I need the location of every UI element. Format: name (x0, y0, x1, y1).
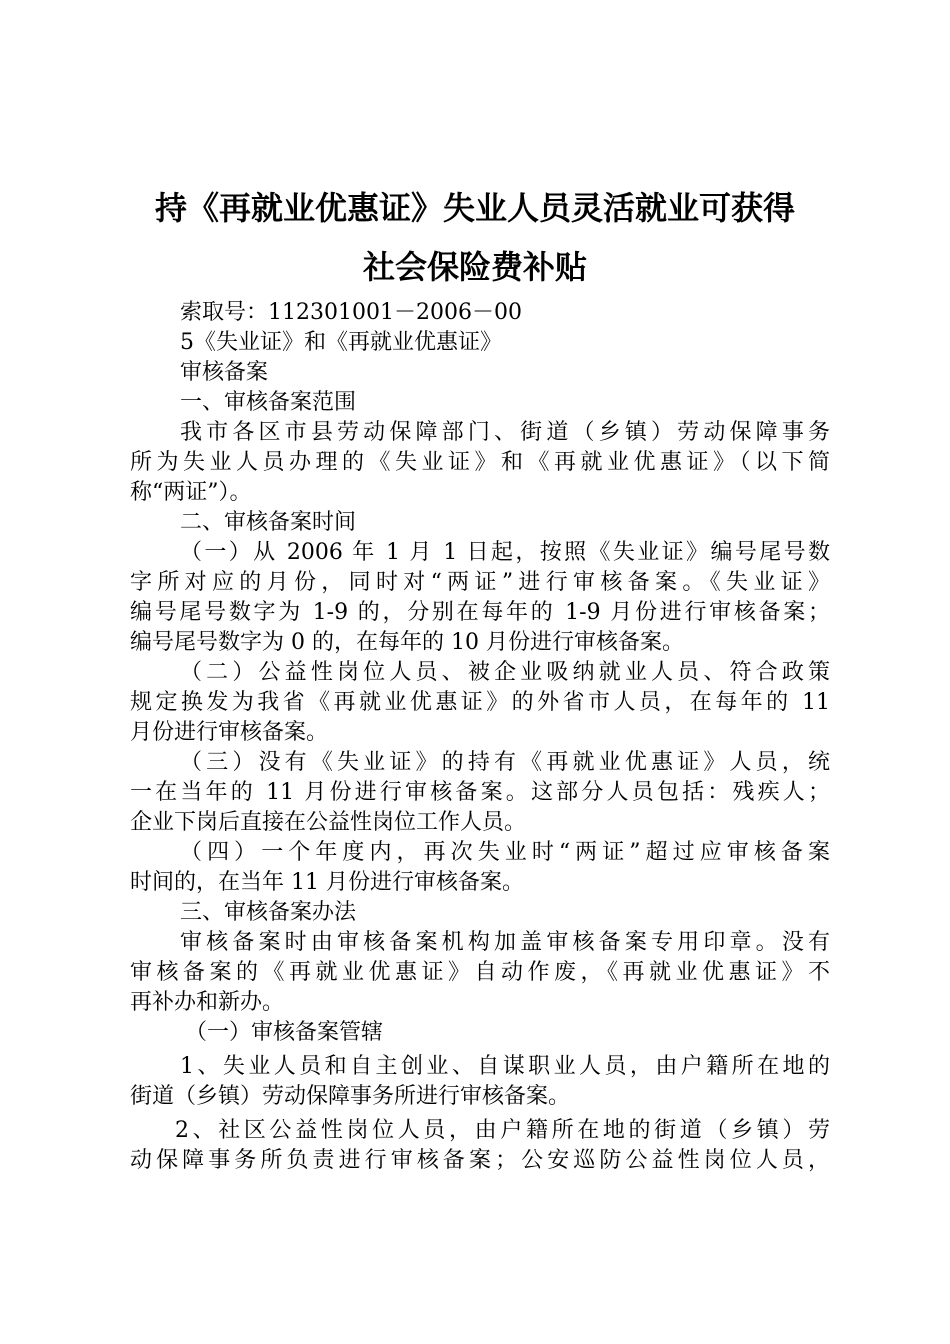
body-text-line: 一、审核备案范围 (180, 390, 357, 415)
body-text-line: 索取号：112301001－2006－00 (180, 300, 522, 325)
body-text-line: 审核备案时由审核备案机构加盖审核备案专用印章。没有 (180, 930, 830, 955)
body-text-line: 编号尾号数字为 0 的，在每年的 10 月份进行审核备案。 (130, 630, 684, 655)
body-text-line: 动保障事务所负责进行审核备案；公安巡防公益性岗位人员， (130, 1148, 830, 1173)
body-text-line: 5《失业证》和《再就业优惠证》 (180, 330, 502, 355)
body-text-line: 我市各区市县劳动保障部门、街道（乡镇）劳动保障事务 (180, 420, 830, 445)
body-text-line: 一在当年的 11 月份进行审核备案。这部分人员包括：残疾人； (130, 780, 830, 805)
body-text-line: 二、审核备案时间 (180, 510, 357, 535)
body-text-line: 规定换发为我省《再就业优惠证》的外省市人员，在每年的 11 (130, 690, 830, 715)
document-title-line-2: 社会保险费补贴 (362, 248, 587, 286)
body-text-line: （二）公益性岗位人员、被企业吸纳就业人员、符合政策 (180, 660, 830, 685)
body-text-line: 审核备案 (180, 360, 269, 385)
body-text-line: 字所对应的月份，同时对“两证”进行审核备案。《失业证》 (130, 570, 830, 595)
body-text-line: 三、审核备案办法 (180, 900, 357, 925)
body-text-line: 2、社区公益性岗位人员，由户籍所在地的街道（乡镇）劳 (175, 1118, 830, 1143)
body-text-line: 再补办和新办。 (130, 990, 285, 1015)
body-text-line: （一）审核备案管辖 (185, 1020, 384, 1045)
body-text-line: 编号尾号数字为 1-9 的，分别在每年的 1-9 月份进行审核备案； (130, 600, 830, 625)
body-text-line: 审核备案的《再就业优惠证》自动作废，《再就业优惠证》不 (130, 960, 830, 985)
body-text-line: 所为失业人员办理的《失业证》和《再就业优惠证》（以下简 (130, 450, 830, 475)
document-body (130, 298, 830, 1176)
body-text-line: （四）一个年度内，再次失业时“两证”超过应审核备案 (180, 840, 830, 865)
body-text-line: 月份进行审核备案。 (130, 720, 329, 745)
body-text-line: （三）没有《失业证》的持有《再就业优惠证》人员，统 (180, 750, 830, 775)
body-text-line: 称“两证”）。 (130, 480, 252, 505)
document-title-line-1: 持《再就业优惠证》失业人员灵活就业可获得 (154, 189, 795, 227)
body-text-line: 时间的，在当年 11 月份进行审核备案。 (130, 870, 524, 895)
body-text-line: （一）从 2006 年 1 月 1 日起，按照《失业证》编号尾号数 (180, 540, 830, 565)
body-text-line: 企业下岗后直接在公益性岗位工作人员。 (130, 810, 527, 835)
body-text-line: 街道（乡镇）劳动保障事务所进行审核备案。 (130, 1084, 571, 1109)
body-text-line: 1、失业人员和自主创业、自谋职业人员，由户籍所在地的 (180, 1054, 830, 1079)
